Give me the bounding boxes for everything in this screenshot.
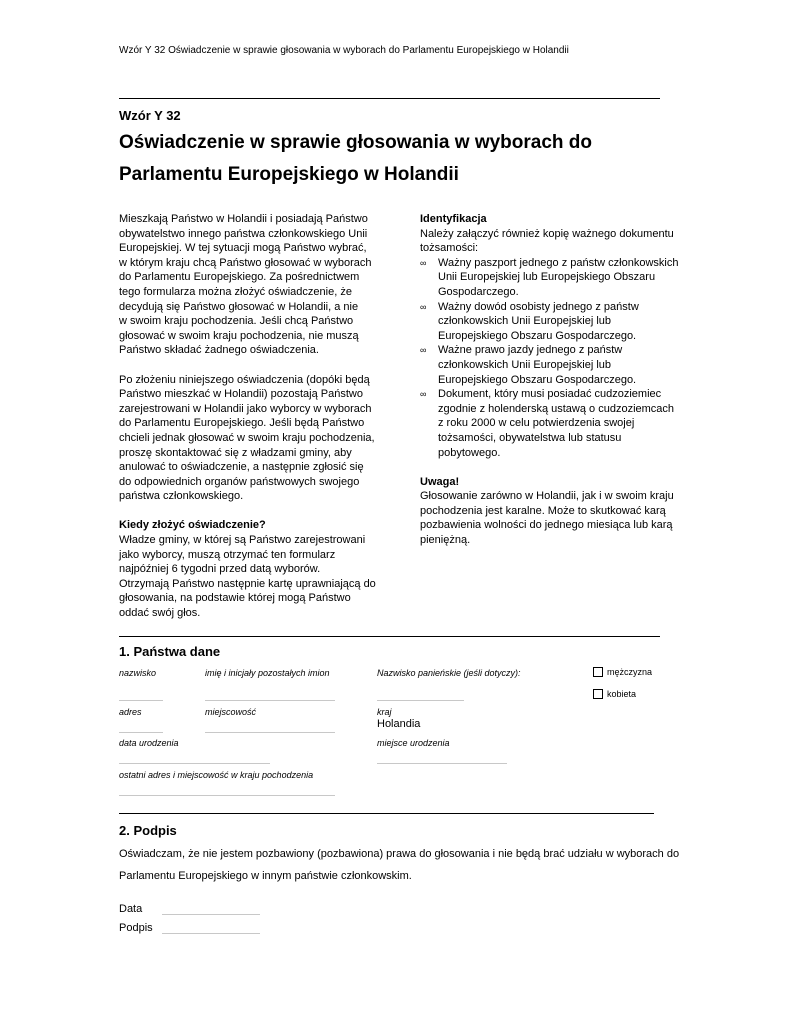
declaration-text: [119, 843, 699, 887]
line: najpóźniej 6 tygodni przed datą wyborów.: [119, 563, 321, 576]
date-label: Data: [119, 903, 143, 915]
line: Mieszkają Państwo w Holandii i posiadają Państwo: [119, 213, 368, 225]
line: Państwo mieszkać w Holandii) pozostają Państwo: [119, 388, 363, 401]
running-header: Wzór Y 32 Oświadczenie w sprawie głosowania w wyborach do Parlamentu Europejskiego w Holandii: [119, 45, 569, 56]
form-number: Wzór Y 32: [119, 108, 181, 123]
when-heading: Kiedy złożyć oświadczenie?: [119, 519, 266, 532]
line: głosować w swoim kraju pochodzenia, nie muszą: [119, 329, 359, 342]
line: zgodnie z holenderską ustawą o cudzoziemcach: [438, 402, 675, 415]
dob-label: data urodzenia: [119, 738, 179, 748]
warning-text: [420, 489, 690, 547]
identification-lead: [420, 227, 690, 256]
infinity-bullet-icon: ∞: [420, 257, 427, 268]
line: Ważny dowód osobisty jednego z państw: [438, 300, 639, 313]
line: do odpowiednich organów państwowych swojego: [119, 475, 360, 488]
line: pozbawienia wolności do jednego miesiąca lub karą: [420, 519, 673, 532]
line: Po złożeniu niniejszego oświadczenia (dopóki będą: [119, 373, 370, 386]
line: anulować to oświadczenie, a następnie zgłosić się: [119, 461, 364, 474]
line: tożsamości, obywatelstwa lub statusu: [438, 431, 622, 444]
signature-field[interactable]: [162, 933, 260, 934]
surname-label: nazwisko: [119, 668, 157, 678]
line: państwa członkowskiego.: [119, 490, 244, 503]
top-rule: [119, 98, 660, 99]
line: Europejskiego Obszaru Gospodarczego.: [438, 329, 637, 342]
title-line-1: Oświadczenie w sprawie głosowania w wyborach do: [119, 132, 593, 153]
line: oddać swój głos.: [119, 607, 201, 620]
surname-field[interactable]: [119, 700, 163, 701]
intro-paragraph-1: [119, 212, 394, 358]
female-option[interactable]: [593, 689, 636, 699]
line: zarejestrowani w Holandii jako wyborcy w wyborach: [119, 402, 372, 415]
male-label: mężczyzna: [607, 667, 653, 677]
section-rule: [119, 813, 654, 814]
first-names-label: imię i inicjały pozostałych imion: [205, 668, 330, 678]
line: do Parlamentu Europejskiego. Jeśli będą Państwo: [119, 417, 365, 430]
country-label: kraj: [377, 707, 392, 717]
section-1-heading: 1. Państwa dane: [119, 644, 221, 659]
line: do Parlamentu Europejskiego. Za pośrednictwem: [119, 271, 360, 284]
city-field[interactable]: [205, 732, 335, 733]
line: Władze gminy, w której są Państwo zarejestrowani: [119, 534, 366, 547]
line: Dokument, który musi posiadać cudzoziemiec: [438, 388, 662, 401]
line: pobytowego.: [438, 446, 501, 459]
page-title: [119, 127, 679, 191]
section-2-heading: 2. Podpis: [119, 823, 177, 838]
line: w którym kraju chcą Państwo głosować w wyborach: [119, 256, 372, 269]
document-list: [420, 256, 690, 460]
title-line-2: Parlamentu Europejskiego w Holandii: [119, 164, 459, 185]
line: obywatelstwo innego państwa członkowskiego Unii: [119, 227, 368, 240]
maiden-name-label: Nazwisko panieńskie (jeśli dotyczy):: [377, 668, 521, 678]
male-checkbox[interactable]: [593, 667, 603, 677]
line: członkowskich Unii Europejskiej lub: [438, 315, 612, 328]
signature-label: Podpis: [119, 922, 153, 934]
first-names-field[interactable]: [205, 700, 335, 701]
female-checkbox[interactable]: [593, 689, 603, 699]
line: jako wyborcy, muszą otrzymać ten formularz: [119, 548, 336, 561]
pob-field[interactable]: [377, 763, 507, 764]
line: Głosowanie zarówno w Holandii, jak i w swoim kraju: [420, 490, 674, 503]
intro-paragraph-2: [119, 373, 394, 504]
line: z roku 2000 w celu potwierdzenia swojej: [438, 417, 635, 430]
section-rule: [119, 636, 660, 637]
list-item: [420, 256, 690, 300]
line: Oświadczam, że nie jestem pozbawiony (pozbawiona) prawa do głosowania i nie będą brać udziału w wyborach do: [119, 848, 680, 860]
line: Należy załączyć również kopię ważnego dokumentu: [420, 227, 674, 240]
last-address-label: ostatni adres i miejscowość w kraju pochodzenia: [119, 770, 314, 780]
line: tożsamości:: [420, 242, 479, 255]
list-item: [420, 343, 690, 387]
line: Ważne prawo jazdy jednego z państw: [438, 344, 623, 357]
city-label: miejscowość: [205, 707, 257, 717]
identification-heading: Identyfikacja: [420, 213, 487, 225]
infinity-bullet-icon: ∞: [420, 389, 427, 400]
line: decydują się Państwo głosować w Holandii, a nie: [119, 300, 359, 313]
line: Otrzymają Państwo następnie kartę uprawniającą do: [119, 577, 376, 590]
list-item: [420, 387, 690, 460]
infinity-bullet-icon: ∞: [420, 345, 427, 356]
country-value: Holandia: [377, 718, 421, 730]
male-option[interactable]: [593, 667, 652, 677]
line: Unii Europejskiej lub Europejskiego Obszaru: [438, 271, 656, 284]
line: w swoim kraju pochodzenia. Jeśli chcą Państwo: [119, 315, 354, 328]
infinity-bullet-icon: ∞: [420, 301, 427, 312]
line: proszę skontaktować się z władzami gminy, aby: [119, 446, 352, 459]
address-label: adres: [119, 707, 142, 717]
line: Parlamentu Europejskiego w innym państwie członkowskim.: [119, 870, 412, 882]
intro-paragraph-3: [119, 533, 394, 621]
line: Europejskiego Obszaru Gospodarczego.: [438, 373, 637, 386]
line: głosowania, na podstawie której mogą Państwo: [119, 592, 351, 605]
last-address-field[interactable]: [119, 795, 335, 796]
line: Państwo składać żadnego oświadczenia.: [119, 344, 319, 357]
line: Ważny paszport jednego z państw członkowskich: [438, 256, 679, 269]
line: tego formularza można złożyć oświadczenie, że: [119, 285, 352, 298]
address-field[interactable]: [119, 732, 163, 733]
warning-heading: Uwaga!: [420, 475, 460, 488]
line: chcieli jednak głosować w swoim kraju pochodzenia,: [119, 431, 375, 444]
line: Gospodarczego.: [438, 285, 519, 298]
line: pieniężną.: [420, 534, 471, 547]
date-field[interactable]: [162, 914, 260, 915]
line: Europejskiej. W tej sytuacji mogą Państwo wybrać,: [119, 242, 367, 255]
line: członkowskich Unii Europejskiej lub: [438, 358, 612, 371]
pob-label: miejsce urodzenia: [377, 738, 450, 748]
intro-column: [119, 212, 394, 621]
identification-column: [420, 212, 690, 548]
maiden-name-field[interactable]: [377, 700, 464, 701]
dob-field[interactable]: [119, 763, 270, 764]
line: pochodzenia jest karalne. Może to skutkować karą: [420, 504, 666, 517]
female-label: kobieta: [607, 689, 637, 699]
list-item: [420, 300, 690, 344]
